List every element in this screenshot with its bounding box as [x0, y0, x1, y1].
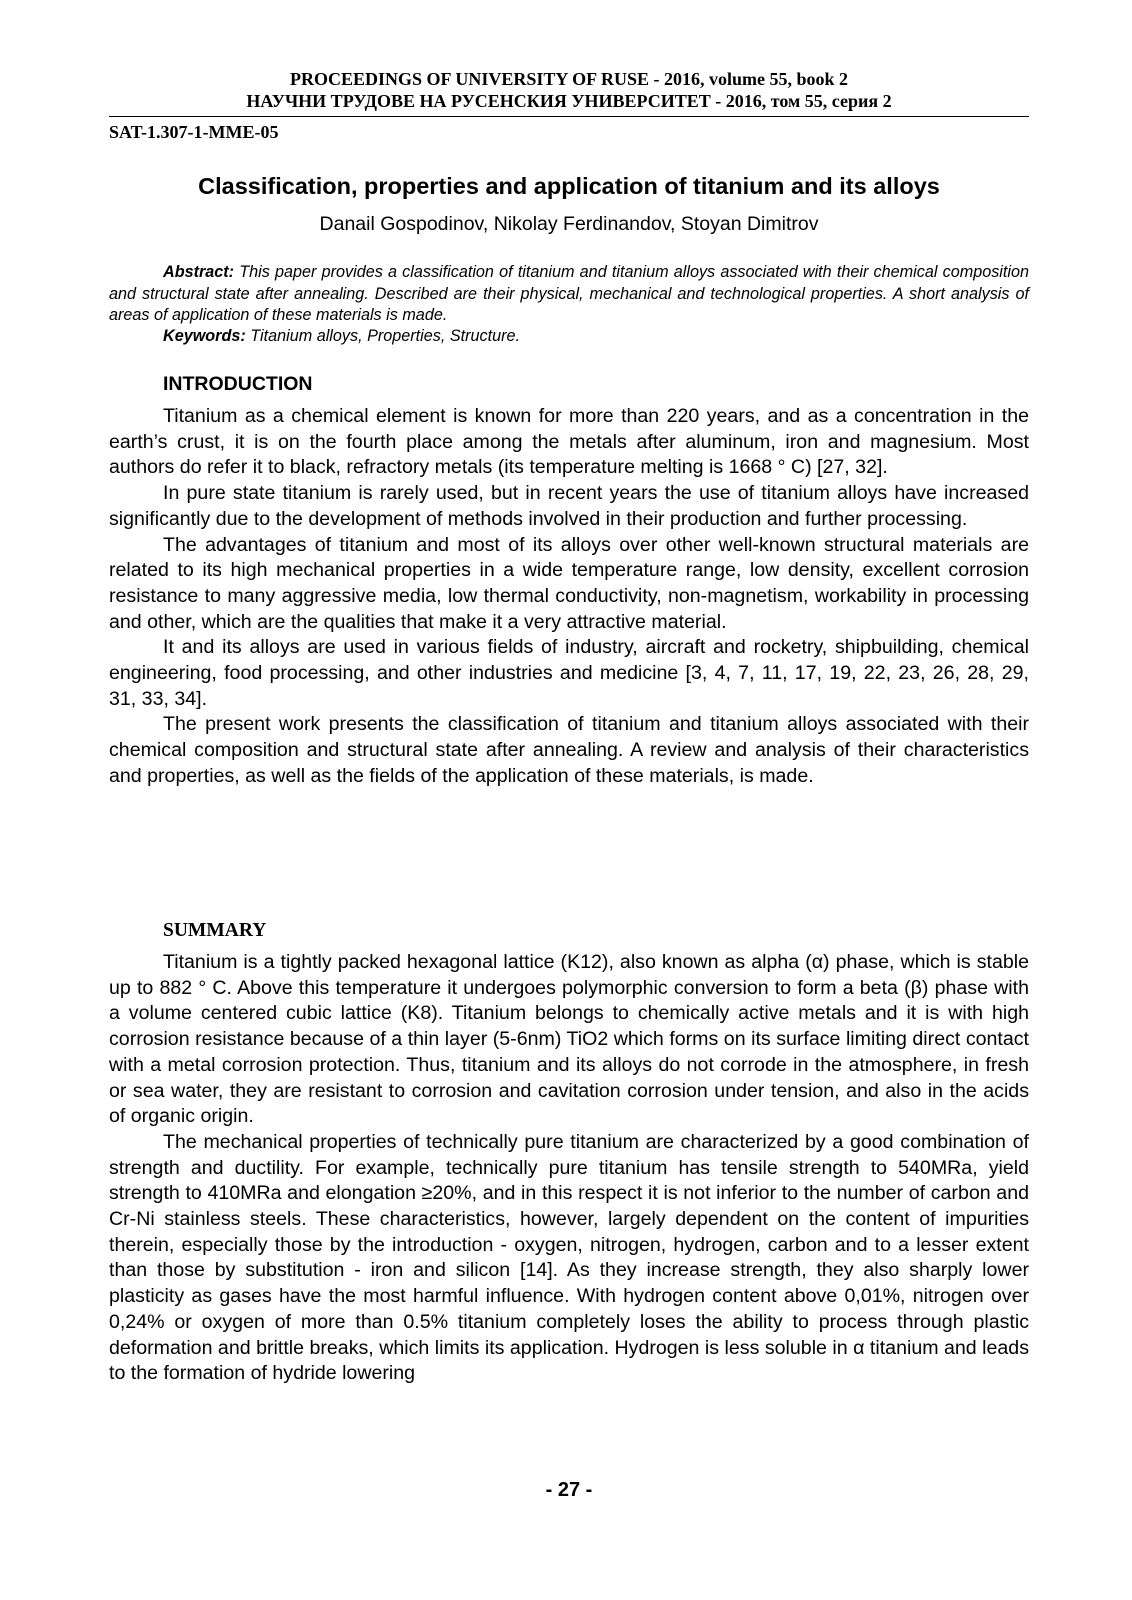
summary-heading: SUMMARY	[163, 920, 267, 941]
abstract-text: This paper provides a classification of titanium and titanium alloys associated with their chemical composition and structural state after annealing. Described are their physical, mechanical and technological properties. A short analysis of areas of application of these materials is made.	[109, 263, 1029, 324]
keywords-text: Titanium alloys, Properties, Structure.	[245, 327, 521, 345]
introduction-paragraph: The present work presents the classification of titanium and titanium alloys associated with their chemical composition and structural state after annealing. A review and analysis of their characteristics and properties, as well as the fields of the application of these materials, is made.	[109, 713, 1029, 787]
paper-title: Classification, properties and application of titanium and its alloys	[198, 173, 940, 199]
introduction-paragraph: The advantages of titanium and most of its alloys over other well-known structural materials are related to its high mechanical properties in a wide temperature range, low density, excellent corrosion resistance to many aggressive media, low thermal conductivity, non-magnetism, workability in processing and other, which are the qualities that make it a very attractive material.	[109, 533, 1029, 633]
abstract	[109, 262, 1029, 327]
keywords-label: Keywords:	[163, 327, 246, 345]
paper-authors: Danail Gospodinov, Nikolay Ferdinandov, Stoyan Dimitrov	[319, 213, 819, 235]
summary-paragraph: Titanium is a tightly packed hexagonal lattice (K12), also known as alpha (α) phase, which is stable up to 882 ° C. Above this temperature it undergoes polymorphic conversion to form a beta (β) phase with a volume centered cubic lattice (K8). Titanium belongs to chemically active metals and it is with high corrosion resistance because of a thin layer (5-6nm) TiO2 which forms on its surface limiting direct contact with a metal corrosion protection. Thus, titanium and its alloys do not corrode in the atmosphere, in fresh or sea water, they are resistant to corrosion and cavitation corrosion under tension, and also in the acids of organic origin.	[109, 951, 1029, 1128]
introduction-paragraph: In pure state titanium is rarely used, but in recent years the use of titanium alloys have increased significantly due to the development of methods involved in their production and further processing.	[109, 482, 1029, 530]
document-page	[109, 0, 1029, 1600]
summary-paragraph: The mechanical properties of technically pure titanium are characterized by a good combination of strength and ductility. For example, technically pure titanium has tensile strength to 540MRa, yield strength to 410MRa and elongation ≥20%, and in this respect it is not inferior to the number of carbon and Cr-Ni stainless steels. These characteristics, however, largely dependent on the content of impurities therein, especially those by the introduction - oxygen, nitrogen, hydrogen, carbon and to a lesser extent than those by substitution - iron and silicon [14]. As they increase strength, they also sharply lower plasticity as gases have the most harmful influence. With hydrogen content above 0,01%, nitrogen over 0,24% or oxygen of more than 0.5% titanium completely loses the ability to process through plastic deformation and brittle breaks, which limits its application. Hydrogen is less soluble in α titanium and leads to the formation of hydride lowering	[109, 1130, 1029, 1385]
keywords	[163, 326, 520, 348]
summary-body	[109, 950, 1029, 1387]
introduction-body	[109, 404, 1029, 790]
header-line-bulgarian: НАУЧНИ ТРУДОВЕ НА РУСЕНСКИЯ УНИВЕРСИТЕТ - 2016, том 55, серия 2	[246, 91, 892, 111]
abstract-label: Abstract:	[163, 263, 235, 281]
header-line-english: PROCEEDINGS OF UNIVERSITY OF RUSE - 2016, volume 55, book 2	[289, 69, 849, 89]
introduction-paragraph: It and its alloys are used in various fields of industry, aircraft and rocketry, shipbuilding, chemical engineering, food processing, and other industries and medicine [3, 4, 7, 11, 17, 19, 22, 23, 26, 28, 29, 31, 33, 34].	[109, 636, 1029, 710]
page-number: - 27 -	[545, 1479, 593, 1501]
header-divider	[109, 116, 1029, 117]
running-header	[109, 68, 1029, 112]
introduction-heading: INTRODUCTION	[163, 373, 313, 395]
paper-code: SAT-1.307-1-MME-05	[109, 122, 279, 142]
introduction-paragraph: Titanium as a chemical element is known for more than 220 years, and as a concentration in the earth’s crust, it is on the fourth place among the metals after aluminum, iron and magnesium. Most authors do refer it to black, refractory metals (its temperature melting is 1668 ° C) [27, 32].	[109, 405, 1029, 479]
